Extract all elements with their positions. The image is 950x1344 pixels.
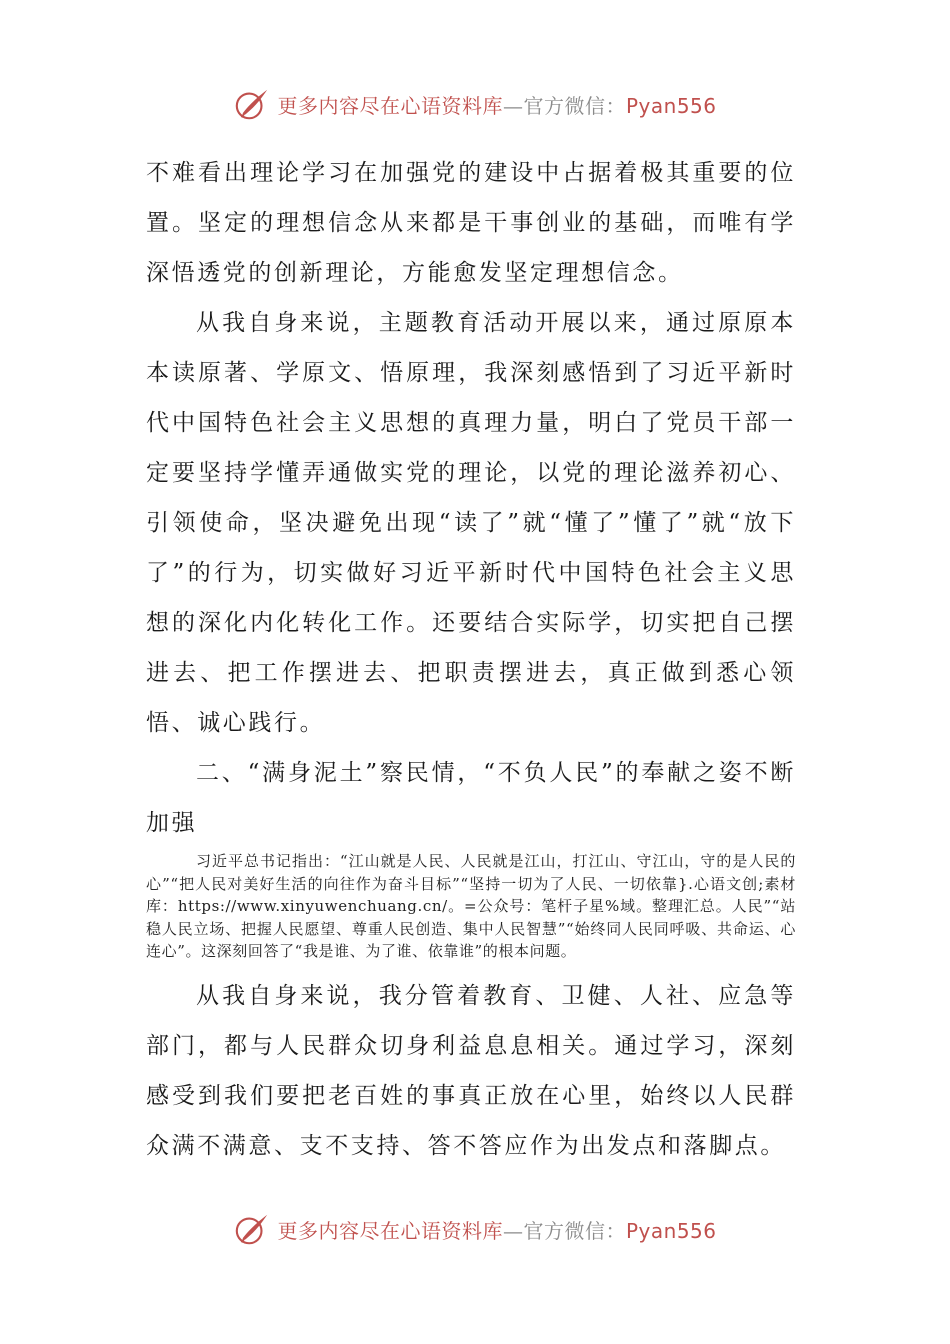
banner-dash: — [502,93,524,118]
banner-text [277,90,716,119]
paragraph-2: 从我自身来说，主题教育活动开展以来，通过原原本本读原著、学原文、悟原理，我深刻感悟到了习近平新时代中国特色社会主义思想的真理力量，明白了党员干部一定要坚持学懂弄通做实党的理论，以党的理论滋养初心、引领使命，坚决避免出现“读了”就“懂了”懂了”就“放下了”的行为，切实做好习近平新时代中国特色社会主义思想的深化内化转化工作。还要结合实际学，切实把自己摆进去、把工作摆进去、把职责摆进去，真正做到悉心领悟、诚心践行。 [146,310,796,736]
banner-wechat-id: Pyan556 [625,1218,717,1243]
quote-paragraph-small: 习近平总书记指出：“江山就是人民、人民就是江山，打江山、守江山，守的是人民的心”“把人民对美好生活的向往作为奋斗目标”“坚持一切为了人民、一切依靠}.心语文创;素材库：https://www.xinyuwenchuang.cn/。=公众号：笔杆子星%域。整理汇总。人民”“站稳人民立场、把握人民愿望、尊重人民创造、集中人民智慧”“始终同人民同呼吸、共命运、心连心”。这深刻回答了“我是谁、为了谁、依靠谁”的根本问题。 [146,852,796,960]
paragraph-3: 从我自身来说，我分管着教育、卫健、人社、应急等部门，都与人民群众切身利益息息相关。通过学习，深刻感受到我们要把老百姓的事真正放在心里，始终以人民群众满不满意、支不支持、答不答应作为出发点和落脚点。 [146,982,796,1159]
footer-banner [0,1209,950,1249]
banner-wechat-id: Pyan556 [625,93,717,118]
paragraph-1: 不难看出理论学习在加强党的建设中占据着极其重要的位置。坚定的理想信念从来都是干事创业的基础，而唯有学深悟透党的创新理论，方能愈发坚定理想信念。 [146,160,796,286]
header-banner [0,84,950,124]
quill-pen-circle-logo-icon [233,1210,271,1248]
section-heading-2: 二、“满身泥土”察民情，“不负人民”的奉献之姿不断加强 [146,760,796,836]
banner-dash: — [502,1218,524,1243]
banner-wechat-label: 官方微信： [523,93,626,118]
document-body [146,148,796,1171]
banner-main-text: 更多内容尽在心语资料库 [277,93,503,118]
banner-wechat-label: 官方微信： [523,1218,626,1243]
quill-pen-circle-logo-icon [233,85,271,123]
banner-main-text: 更多内容尽在心语资料库 [277,1218,503,1243]
banner-text [277,1215,716,1244]
